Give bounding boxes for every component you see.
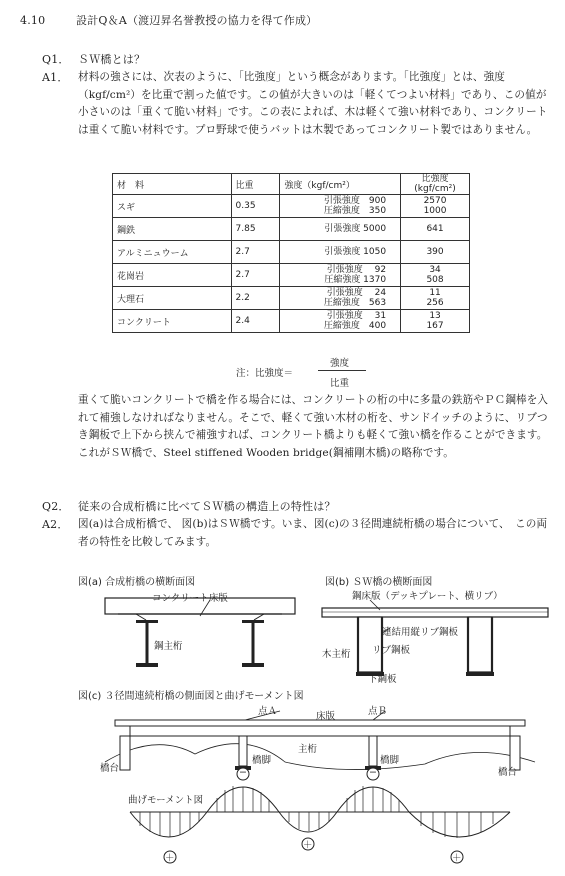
cell-specific xyxy=(401,287,470,310)
cell-strength-line: 引張強度 92 xyxy=(326,265,387,275)
table-row xyxy=(113,287,470,310)
cell-material: 鋼鉄 xyxy=(113,218,232,241)
cell-strength xyxy=(280,241,401,264)
cell-strength-line: 引張強度 31 xyxy=(326,311,387,321)
fig-b-wood-label: 木主桁 xyxy=(322,649,351,660)
note-fraction-line xyxy=(318,370,366,371)
fig-c-slab-label: 床版 xyxy=(316,711,336,722)
fig-c-pier-right: 橋脚 xyxy=(380,755,400,766)
q2-label: Q2． xyxy=(42,500,70,513)
cell-gravity: 2.4 xyxy=(231,310,280,333)
fig-c-abutment-right: 橋台 xyxy=(498,767,518,778)
cell-gravity: 0.35 xyxy=(231,195,280,218)
fig-c-abutment-left: 橋台 xyxy=(100,763,120,774)
cell-material: 花崗岩 xyxy=(113,264,232,287)
cell-strength xyxy=(280,310,401,333)
a2-label: A2． xyxy=(42,518,69,531)
strength-table xyxy=(112,173,470,333)
fig-b-ribplate-label: リブ鋼板 xyxy=(372,645,411,656)
cell-specific-line: 256 xyxy=(426,298,444,308)
cell-material: アルミニュウーム xyxy=(113,241,232,264)
col-strength: 強度（kgf/cm²） xyxy=(280,174,401,195)
q1-label: Q1． xyxy=(42,53,70,66)
cell-material: 大理石 xyxy=(113,287,232,310)
fig-b-drawing xyxy=(320,588,550,688)
col-material: 材 料 xyxy=(113,174,232,195)
note-label: 注：比強度＝ xyxy=(236,368,294,379)
cell-gravity: 2.7 xyxy=(231,264,280,287)
a2-answer: 図(a)は合成桁橋で、 図(b)はＳＷ橋です。いま、図(c)の３径間連続桁橋の場合について、 この両者の特性を比較してみます。 xyxy=(78,518,548,548)
cell-strength-line: 引張強度 1050 xyxy=(324,247,387,257)
table-row xyxy=(113,310,470,333)
q1-continued: 重くて脆いコンクリートで橋を作る場合には、コンクリートの桁の中に多量の鉄筋やＰＣ鋼棒を入れて補強しなければなりません。そこで、軽くて強い木材の桁を、サンドイッチのように、リブつき鋼板で上下から挟んで補強すれば、コンクリート橋よりも軽くて強い橋を作ることができます。これがＳＷ橋で、Steel stiffened Wooden bridge(鋼補剛木橋)の略称です。 xyxy=(78,394,549,459)
cell-specific-line: 11 xyxy=(429,288,441,298)
cell-specific-line: 13 xyxy=(429,311,441,321)
cell-specific-line: 1000 xyxy=(423,206,447,216)
fig-c-minus-left: − xyxy=(239,767,247,778)
cell-specific-line: 34 xyxy=(429,265,441,275)
fig-a-slab-label: コンクリート床版 xyxy=(152,593,228,604)
cell-specific xyxy=(401,241,470,264)
cell-specific xyxy=(401,264,470,287)
cell-material: コンクリート xyxy=(113,310,232,333)
cell-specific xyxy=(401,195,470,218)
fig-c-moment-label: 曲げモーメント図 xyxy=(128,795,204,806)
cell-specific-line: 390 xyxy=(426,247,444,257)
a1-answer: 材料の強さには、次表のように、「比強度」という概念があります。「比強度」とは、強度（kgf/cm²）を比重で割った値です。この値が大きいのは「軽くてつよい材料」であり、この値が小さいのは「重くて脆い材料」です。この表によれば、木は軽くて強い材料であり、コンクリートは重くて脆い材料です。プロ野球で使うバットは木製であってコンクリート製ではありません。 xyxy=(78,71,548,136)
fig-c-pier-left: 橋脚 xyxy=(252,755,272,766)
cell-specific xyxy=(401,310,470,333)
fig-a-caption: 図(a) 合成桁橋の横断面図 xyxy=(78,577,196,588)
cell-strength-line: 引張強度 5000 xyxy=(324,224,387,234)
cell-material: スギ xyxy=(113,195,232,218)
fig-c-caption: 図(c) ３径間連続桁橋の側面図と曲げモーメント図 xyxy=(78,691,304,702)
cell-strength-line: 引張強度 24 xyxy=(326,288,387,298)
fig-b-rib-label: 連結用縦リブ鋼板 xyxy=(382,627,459,638)
table-header-row xyxy=(113,174,470,195)
cell-gravity: 2.7 xyxy=(231,241,280,264)
cell-strength xyxy=(280,264,401,287)
cell-specific-line: 2570 xyxy=(423,196,447,206)
note-denominator: 比重 xyxy=(330,378,350,389)
cell-strength-line: 圧縮強度 350 xyxy=(323,206,387,216)
cell-specific xyxy=(401,218,470,241)
table-row xyxy=(113,195,470,218)
section-title: 設計Q＆A（渡辺昇名誉教授の協力を得て作成） xyxy=(76,14,318,27)
cell-strength xyxy=(280,287,401,310)
table-row xyxy=(113,241,470,264)
cell-specific-line: 167 xyxy=(426,321,444,331)
fig-c-minus-right: − xyxy=(369,767,377,778)
fig-c-plus-2: ＋ xyxy=(303,840,313,851)
cell-strength-line: 圧縮強度 563 xyxy=(323,298,387,308)
cell-gravity: 2.2 xyxy=(231,287,280,310)
fig-c-plus-3: ＋ xyxy=(452,853,462,864)
fig-c-point-b: 点Ｂ xyxy=(368,706,388,717)
fig-b-caption: 図(b) ＳＷ橋の横断面図 xyxy=(325,577,433,588)
cell-specific-line: 641 xyxy=(426,224,444,234)
table-row xyxy=(113,218,470,241)
cell-strength-line: 圧縮強度 1370 xyxy=(324,275,387,285)
cell-gravity: 7.85 xyxy=(231,218,280,241)
cell-strength-line: 引張強度 900 xyxy=(323,196,387,206)
q1-question: ＳＷ橋とは？ xyxy=(78,53,146,66)
note-numerator: 強度 xyxy=(330,358,350,369)
a1-label: A1． xyxy=(42,71,69,84)
cell-strength xyxy=(280,195,401,218)
fig-b-deck-label: 鋼床版（デッキプレート、横リブ） xyxy=(352,591,503,602)
fig-c-plus-1: ＋ xyxy=(165,853,175,864)
fig-a-girder-label: 鋼主桁 xyxy=(154,641,183,652)
cell-strength-line: 圧縮強度 400 xyxy=(323,321,387,331)
q2-question: 従来の合成桁橋に比べてＳＷ橋の構造上の特性は？ xyxy=(78,500,336,513)
fig-c-drawing xyxy=(95,702,545,872)
col-gravity: 比重 xyxy=(231,174,280,195)
fig-c-point-a: 点Ａ xyxy=(258,706,278,717)
fig-b-bottom-label: 下鋼板 xyxy=(368,674,397,685)
section-number: 4.10 xyxy=(20,14,46,27)
col-specific: 比強度 (kgf/cm²) xyxy=(401,174,470,195)
fig-c-girder-label: 主桁 xyxy=(298,744,318,755)
table-row xyxy=(113,264,470,287)
cell-specific-line: 508 xyxy=(426,275,444,285)
cell-strength xyxy=(280,218,401,241)
